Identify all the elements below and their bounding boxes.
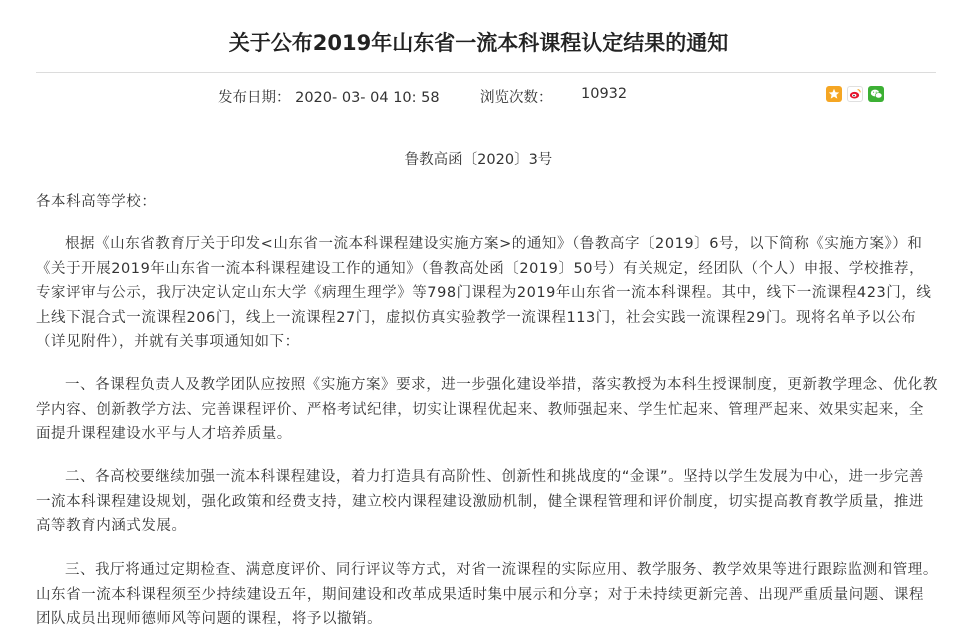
weibo-icon [849,88,861,100]
share-qzone-button[interactable] [826,86,842,102]
view-count-value: 10932 [581,86,628,102]
title-divider [36,72,936,73]
share-wechat-button[interactable] [868,86,884,102]
publish-date [218,86,440,107]
share-bar [826,86,884,102]
qzone-icon [828,88,840,100]
paragraph-intro: 根据《山东省教育厅关于印发<山东省一流本科课程建设实施方案>的通知》（鲁教高字〔2019〕6号，以下简称《实施方案》）和《关于开展2019年山东省一流本科课程建设工作的通知》（鲁教高处函〔2019〕50号）有关规定，经团队（个人）申报、学校推荐，专家评审与公示，我厅决定认定山东大学《病理生理学》等798门课程为2019年山东省一流本科课程。其中，线下一流课程423门，线上线下混合式一流课程206门，线上一流课程27门，虚拟仿真实验教学一流课程113门，社会实践一流课程29门。现将名单予以公布（详见附件），并就有关事项通知如下： [36,236,932,350]
publish-date-value: 2020- 03- 04 10: 58 [295,90,440,106]
page-title: 关于公布2019年山东省一流本科课程认定结果的通知 [228,31,729,55]
salutation: 各本科高等学校： [36,194,157,210]
wechat-icon [870,88,883,100]
paragraph-item-3: 三、我厅将通过定期检查、满意度评价、同行评议等方式，对省一流课程的实际应用、教学服务、教学效果等进行跟踪监测和管理。山东省一流本科课程须至少持续建设五年，期间建设和改革成果适时集中展示和分享；对于未持续更新完善、出现严重质量问题、课程团队成员出现师德师风等问题的课程，将予以撤销。 [36,562,938,627]
publish-date-label: 发布日期： [218,90,291,106]
paragraph-item-2: 二、各高校要继续加强一流本科课程建设，着力打造具有高阶性、创新性和挑战度的“金课”。坚持以学生发展为中心，进一步完善一流本科课程建设规划，强化政策和经费支持，建立校内课程建设激励机制，健全课程管理和评价制度，切实提高教育教学质量，推进高等教育内涵式发展。 [36,469,924,534]
share-weibo-button[interactable] [847,86,863,102]
document-number: 鲁教高函〔2020〕3号 [404,152,553,168]
view-count-label: 浏览次数： [480,90,553,106]
paragraph-item-1: 一、各课程负责人及教学团队应按照《实施方案》要求，进一步强化建设举措，落实教授为本科生授课制度，更新教学理念、优化教学内容、创新教学方法、完善课程评价、严格考试纪律，切实让课程优起来、教师强起来、学生忙起来、管理严起来、效果实起来，全面提升课程建设水平与人才培养质量。 [36,377,938,442]
